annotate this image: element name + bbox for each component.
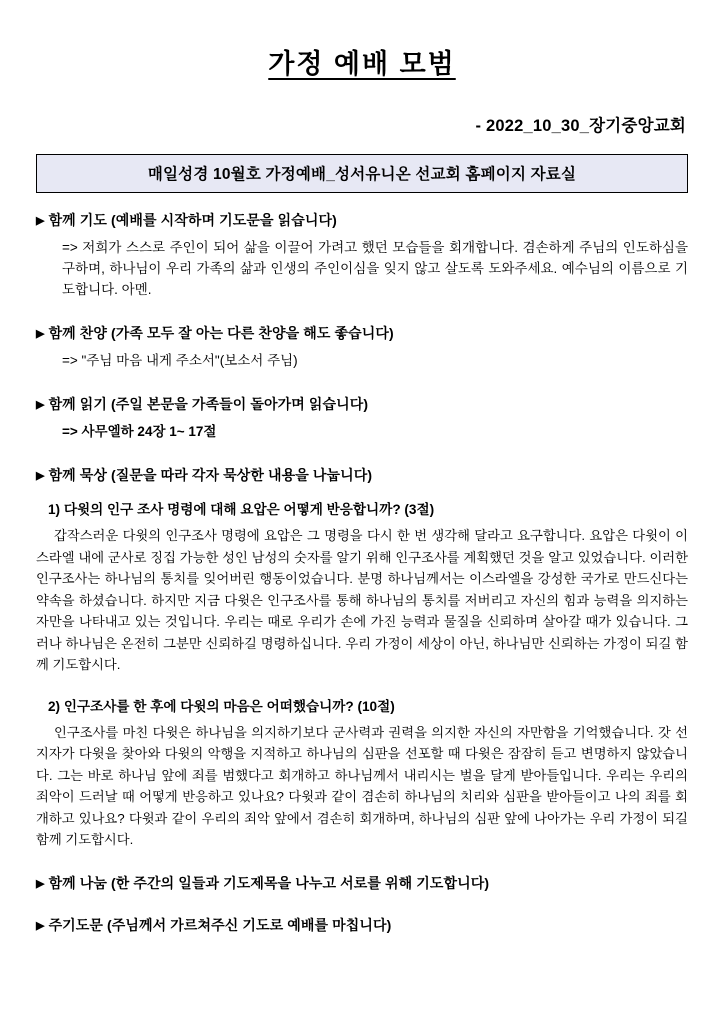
page-title: 가정 예배 모범 (268, 49, 456, 79)
section-lords-prayer (36, 915, 688, 935)
section-arrow-text: => 저희가 스스로 주인이 되어 삶을 이끌어 가려고 했던 모습들을 회개합니다. 겸손하게 주님의 인도하심을 구하며, 하나님이 우리 가족의 삶과 인생의 주인이심을 잊지 않고 살도록 도와주세요. 예수님의 이름으로 기도합니다. 아멘. (62, 240, 688, 298)
section-arrow-text: => 사무엘하 24장 1~ 17절 (62, 424, 217, 440)
section-together-meditation (36, 465, 688, 851)
section-heading: ▶ 함께 기도 (예배를 시작하며 기도문을 읽습니다) (36, 212, 337, 229)
section-heading: ▶ 함께 묵상 (질문을 따라 각자 묵상한 내용을 나눕니다) (36, 467, 373, 483)
question-heading: 2) 인구조사를 한 후에 다윗의 마음은 어떠했습니까? (10절) (48, 698, 395, 714)
triangle-bullet-icon: ▶ (36, 328, 45, 341)
section-together-sharing (36, 873, 688, 893)
triangle-bullet-icon: ▶ (36, 919, 45, 932)
section-arrow-text: => "주님 마음 내게 주소서"(보소서 주님) (62, 353, 298, 369)
question-heading: 1) 다윗의 인구 조사 명령에 대해 요압은 어떻게 반응합니까? (3절) (48, 502, 435, 517)
section-together-reading (36, 394, 688, 443)
question-block-1 (36, 498, 688, 676)
section-together-praise (36, 323, 688, 372)
document-byline: - 2022_10_30_장기중앙교회 (475, 117, 686, 136)
section-heading: ▶ 주기도문 (주님께서 가르쳐주신 기도로 예배를 마칩니다) (36, 916, 392, 933)
question-block-2 (36, 695, 688, 851)
question-body: 갑작스러운 다윗의 인구조사 명령에 요압은 그 명령을 다시 한 번 생각해 달라고 요구합니다. 요압은 다윗이 이스라엘 내에 군사로 징집 가능한 성인 남성의 숫자를 알기 위해 인구조사를 계획했던 것을 알고 있었습니다. 이러한 인구조사는 하나님의 통치를 잊어버린 행동이었습니다. 분명 하나님께서는 이스라엘을 강성한 국가로 만드신다는 약속을 하셨습니다. 하지만 지금 다윗은 인구조사를 통해 하나님의 통치를 저버리고 자신의 힘과 능력을 의지하는 자만을 나타내고 있는 것입니다. 우리는 때로 우리가 손에 가진 능력과 물질을 신뢰하며 살아갈 때가 있습니다. 그러나 하나님은 온전히 그분만 신뢰하길 명령하십니다. 우리 가정이 세상이 아닌, 하나님만 신뢰하는 가정이 되길 함께 기도합시다. (36, 528, 688, 673)
section-heading: ▶ 함께 찬양 (가족 모두 잘 아는 다른 찬양을 해도 좋습니다) (36, 325, 394, 342)
section-heading: ▶ 함께 나눔 (한 주간의 일들과 기도제목을 나누고 서로를 위해 기도합니다) (36, 874, 490, 891)
source-banner: 매일성경 10월호 가정예배_성서유니온 선교회 홈페이지 자료실 (36, 154, 688, 193)
triangle-bullet-icon: ▶ (36, 877, 45, 890)
section-heading: ▶ 함께 읽기 (주일 본문을 가족들이 돌아가며 읽습니다) (36, 396, 369, 413)
question-body: 인구조사를 마친 다윗은 하나님을 의지하기보다 군사력과 권력을 의지한 자신의 자만함을 기억했습니다. 갓 선지자가 다윗을 찾아와 다윗의 악행을 지적하고 하나님의 심판을 선포할 때 다윗은 잠잠히 듣고 변명하지 않았습니다. 그는 바로 하나님 앞에 죄를 범했다고 회개하고 하나님께서 내리시는 벌을 달게 받아들입니다. 우리는 우리의 죄악이 드러날 때 어떻게 반응하고 있나요? 다윗과 같이 겸손히 하나님의 치리와 심판을 받아들이고 나의 죄를 회개하고 있나요? 다윗과 같이 우리의 죄악 앞에서 겸손히 회개하며, 하나님의 심판 앞에 나아가는 우리 가정이 되길 함께 기도합시다. (36, 724, 688, 848)
triangle-bullet-icon: ▶ (36, 215, 45, 228)
triangle-bullet-icon: ▶ (36, 399, 45, 412)
triangle-bullet-icon: ▶ (36, 470, 45, 482)
section-together-prayer (36, 210, 688, 301)
